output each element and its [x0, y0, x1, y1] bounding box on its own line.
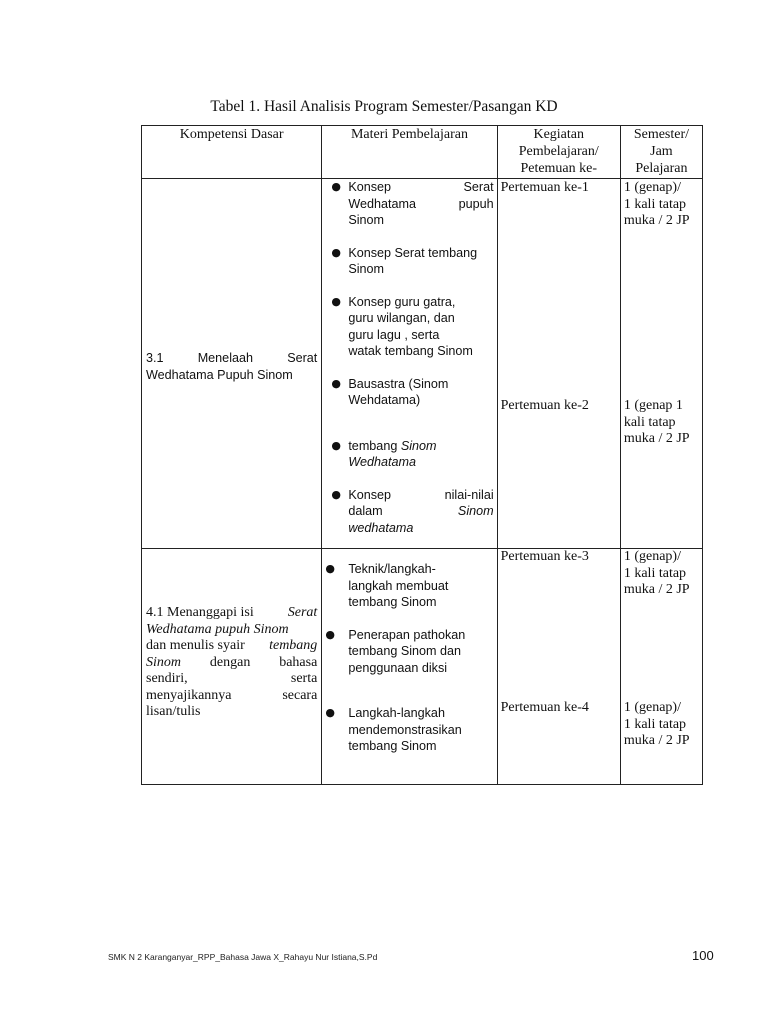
kegiatan-cell-row1: [497, 179, 620, 549]
header-materi-pembelajaran: Materi Pembelajaran: [322, 126, 497, 179]
materi-list: [322, 179, 496, 536]
bullet-icon: ●: [331, 245, 341, 259]
semester-entry: 1 (genap)/ 1 kali tatap muka / 2 JP: [623, 549, 690, 597]
kd-cell-3-1: [142, 179, 322, 549]
kegiatan-cell-row2: [497, 549, 620, 785]
semester-entry: 1 (genap)/ 1 kali tatap muka / 2 JP: [623, 700, 690, 748]
list-item: ● Konsep Serat tembang Sinom: [331, 245, 478, 276]
bullet-icon: ●: [331, 438, 341, 452]
bullet-icon: ●: [325, 627, 335, 641]
semester-cell-row1: [620, 179, 702, 549]
table-row: [142, 549, 703, 785]
list-item: ● Konsep Serat Wedhatama pupuh Sinom: [331, 180, 494, 227]
kd-text: 4.1 Menanggapi isi Serat Wedhatama pupuh Sinom dan menulis syair tembang Sinom dengan bahasa sendiri, serta menyajikannya secara lisan/tulis: [146, 605, 318, 719]
list-item: ● Langkah-langkah mendemonstrasikan tembang Sinom: [325, 706, 462, 753]
table-row: [142, 179, 703, 549]
bullet-icon: ●: [331, 180, 341, 193]
list-item: ● Konsep guru gatra, guru wilangan, dan guru lagu , serta watak tembang Sinom: [331, 294, 473, 358]
list-item: ● tembang Sinom Wedhatama: [331, 438, 437, 469]
header-kompetensi-dasar: Kompetensi Dasar: [142, 126, 322, 179]
bullet-icon: ●: [325, 706, 335, 719]
page-number: 100: [692, 948, 714, 963]
list-item: ● Bausastra (Sinom Wehdatama): [331, 376, 449, 407]
list-item: ● Penerapan pathokan tembang Sinom dan penggunaan diksi: [325, 627, 466, 675]
list-item: ● Konsep nilai-nilai dalam Sinom wedhatama: [331, 487, 494, 535]
pertemuan-2: Pertemuan ke-2: [500, 398, 589, 413]
semester-cell-row2: [620, 549, 702, 785]
materi-cell-row2: [322, 549, 497, 785]
pertemuan-1: Pertemuan ke-1: [500, 180, 589, 195]
pertemuan-4: Pertemuan ke-4: [500, 700, 589, 715]
materi-list: [322, 561, 496, 755]
bullet-icon: ●: [325, 562, 335, 575]
header-semester-jam: Semester/ Jam Pelajaran: [620, 126, 702, 179]
bullet-icon: ●: [331, 294, 341, 308]
pertemuan-3: Pertemuan ke-3: [500, 549, 589, 564]
page-footer: SMK N 2 Karanganyar_RPP_Bahasa Jawa X_Rahayu Nur Istiana,S.Pd: [108, 952, 378, 962]
kd-text: 3.1 Menelaah Serat Wedhatama Pupuh Sinom: [146, 351, 318, 382]
table-header-row: [142, 126, 703, 179]
semester-entry: 1 (genap 1 kali tatap muka / 2 JP: [623, 398, 690, 446]
bullet-icon: ●: [331, 376, 341, 390]
list-item: ● Teknik/langkah- langkah membuat tembang Sinom: [325, 562, 449, 609]
header-kegiatan-pembelajaran: Kegiatan Pembelajaran/ Petemuan ke-: [497, 126, 620, 179]
materi-cell-row1: [322, 179, 497, 549]
program-semester-table: [141, 125, 703, 785]
kd-cell-4-1: [142, 549, 322, 785]
semester-entry: 1 (genap)/ 1 kali tatap muka / 2 JP: [623, 180, 690, 228]
bullet-icon: ●: [331, 487, 341, 501]
table-caption: Tabel 1. Hasil Analisis Program Semester/Pasangan KD: [210, 98, 558, 115]
